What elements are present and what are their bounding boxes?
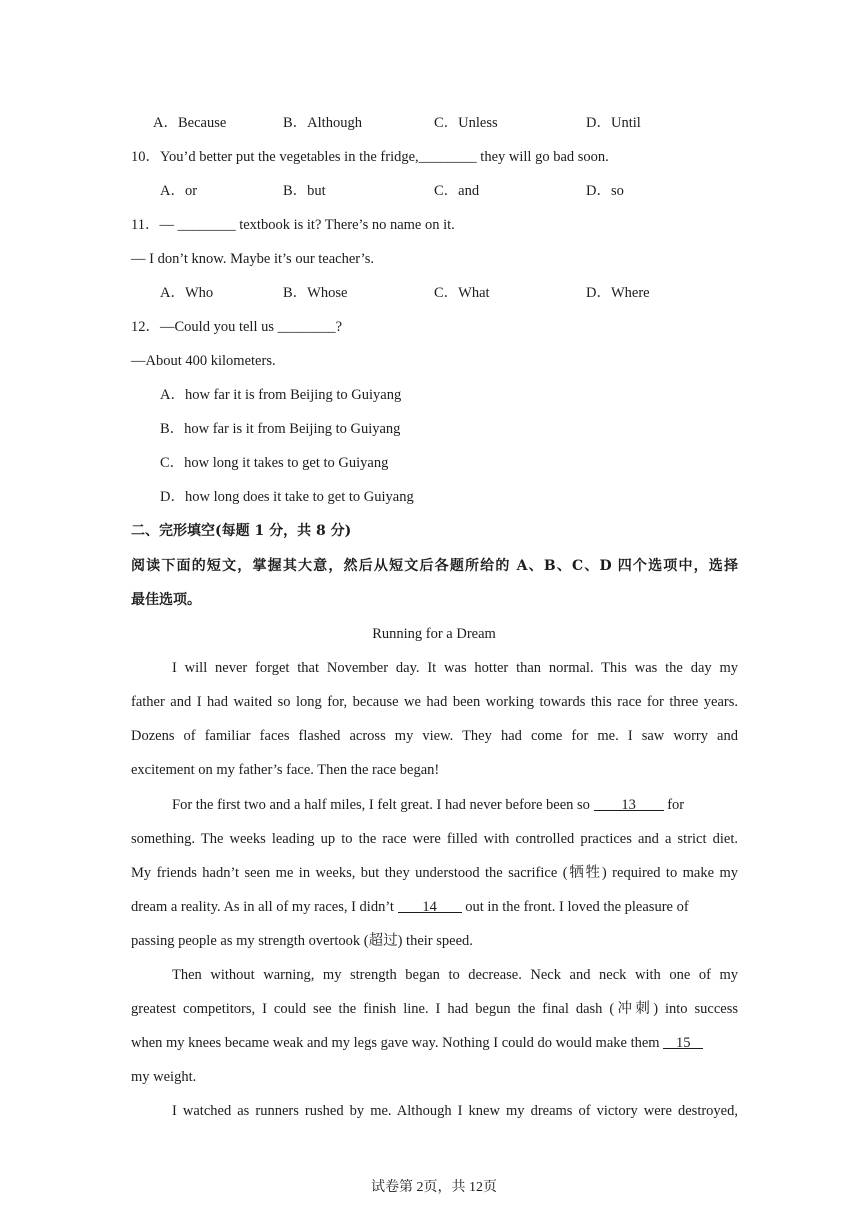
q11-blank: ________ xyxy=(177,217,236,233)
p2-line4-after: out in the front. I loved the pleasure of xyxy=(465,899,689,915)
q10-option-d[interactable]: D．so xyxy=(586,183,624,199)
q10-stem-before: 10．You’d better put the vegetables in the fridge, xyxy=(131,149,419,165)
q11-option-d[interactable]: D．Where xyxy=(586,285,650,301)
q12-stem-before: 12．—Could you tell us xyxy=(131,319,278,335)
q12-option-a[interactable]: A．how far it is from Beijing to Guiyang xyxy=(160,387,402,403)
q10-option-c[interactable]: C．and xyxy=(434,183,480,199)
p3-line4: my weight. xyxy=(131,1069,197,1085)
p1-line4: excitement on my father’s face. Then the race began! xyxy=(131,762,440,778)
p2-line4 xyxy=(131,897,689,917)
q12-stem-after: ? xyxy=(335,319,343,335)
p1-line1: I will never forget that November day. It was hotter than normal. This was the day my xyxy=(172,660,738,676)
q11-stem-before: 11．— xyxy=(131,217,178,233)
q11-reply: — I don’t know. Maybe it’s our teacher’s. xyxy=(131,251,374,267)
q10-blank: ________ xyxy=(418,149,477,165)
p2-line5: passing people as my strength overtook (超过) their speed. xyxy=(131,933,473,949)
q11-stem xyxy=(131,215,455,235)
p4-line1: I watched as runners rushed by me. Although I knew my dreams of victory were destroyed, xyxy=(172,1103,738,1119)
p2-line4-before: dream a reality. As in all of my races, I didn’t xyxy=(131,899,398,915)
p2-line3: My friends hadn’t seen me in weeks, but they understood the sacrifice (牺牲) required to make my xyxy=(131,865,738,881)
p2-line2: something. The weeks leading up to the race were filled with controlled practices and a strict diet. xyxy=(131,831,738,847)
q11-option-c[interactable]: C．What xyxy=(434,285,490,301)
q10-stem-after: they will go bad soon. xyxy=(476,149,609,165)
q10-option-a[interactable]: A．or xyxy=(160,183,198,199)
p1-line3: Dozens of familiar faces flashed across my view. They had come for me. I saw worry and xyxy=(131,728,738,744)
q12-option-c[interactable]: C．how long it takes to get to Guiyang xyxy=(160,455,389,471)
p3-line1: Then without warning, my strength began to decrease. Neck and neck with one of my xyxy=(172,967,738,983)
q10-stem xyxy=(131,147,609,167)
section-instruction-line1: 阅读下面的短文，掌握其大意，然后从短文后各题所给的 A、B、C、D 四个选项中，选择 xyxy=(131,558,738,574)
p3-line3 xyxy=(131,1033,703,1053)
passage-title: Running for a Dream xyxy=(372,626,496,642)
q12-option-b[interactable]: B．how far is it from Beijing to Guiyang xyxy=(160,421,401,437)
blank-14[interactable]: 14 xyxy=(398,897,462,913)
q9-option-d[interactable]: D．Until xyxy=(586,115,641,131)
page-footer: 试卷第 2页，共 12页 xyxy=(371,1180,497,1195)
q9-option-b[interactable]: B．Although xyxy=(283,115,362,131)
q9-option-c[interactable]: C．Unless xyxy=(434,115,498,131)
p3-line2: greatest competitors, I could see the finish line. I had begun the final dash (冲刺) into success xyxy=(131,1001,738,1017)
q12-reply: —About 400 kilometers. xyxy=(131,353,276,369)
section-instruction-line2: 最佳选项。 xyxy=(131,592,201,608)
p2-line1-after: for xyxy=(667,797,685,813)
p1-line2: father and I had waited so long for, because we had been working towards this race for three years. xyxy=(131,694,738,710)
q10-option-b[interactable]: B．but xyxy=(283,183,326,199)
q12-stem xyxy=(131,317,342,337)
p3-line3-before: when my knees became weak and my legs gave way. Nothing I could do would make them xyxy=(131,1035,664,1051)
q11-option-a[interactable]: A．Who xyxy=(160,285,214,301)
q12-blank: ________ xyxy=(277,319,336,335)
q12-option-d[interactable]: D．how long does it take to get to Guiyang xyxy=(160,489,414,505)
section-heading: 二、完形填空(每题 1 分，共 8 分) xyxy=(131,523,352,539)
q11-option-b[interactable]: B．Whose xyxy=(283,285,348,301)
blank-13[interactable]: 13 xyxy=(594,795,664,811)
blank-15[interactable]: 15 xyxy=(663,1033,703,1049)
q11-stem-after: textbook is it? There’s no name on it. xyxy=(235,217,455,233)
p2-line1-before: For the first two and a half miles, I felt great. I had never before been so xyxy=(172,797,594,813)
q9-option-a[interactable]: A．Because xyxy=(153,115,227,131)
p2-line1 xyxy=(172,795,684,815)
